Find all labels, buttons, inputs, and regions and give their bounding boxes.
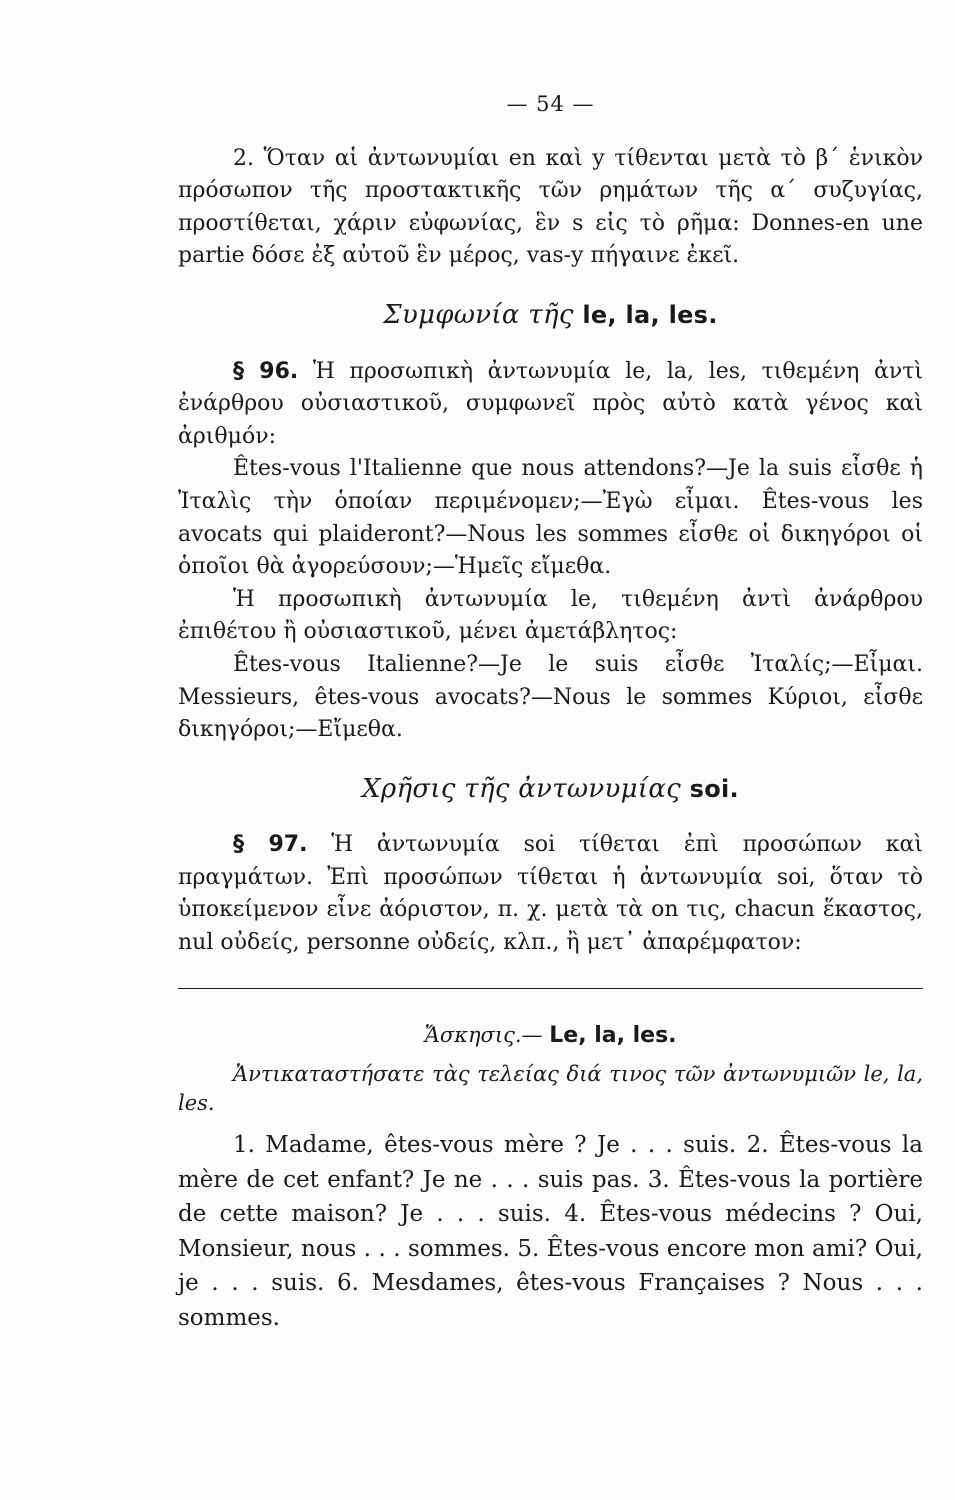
section-97: [178, 829, 923, 959]
section-heading-soi: [178, 773, 923, 806]
section-number: § 96.: [233, 358, 299, 384]
exercise-instruction: Ἀντικαταστήσατε τὰς τελείας διά τινος τῶν ἀντωνυμιῶν le, la, les.: [178, 1062, 923, 1116]
heading-latin: soi.: [689, 774, 739, 803]
exercise-title: Ἄσκησις.—: [424, 1022, 543, 1047]
page-number: — 54 —: [506, 92, 595, 116]
heading-text: Χρῆσις τῆς ἀντωνυμίας: [362, 773, 682, 804]
page: [178, 82, 923, 1482]
section-96-rule-2: Ἡ προσωπικὴ ἀντωνυμία le, τιθεμένη ἀντὶ ἀνάρθρου ἐπιθέτου ἢ οὐσιαστικοῦ, μένει ἀμετάβλητος:: [178, 586, 923, 645]
section-text: Ἡ ἀντωνυμία soi τίθεται ἐπὶ προσώπων καὶ πραγμάτων. Ἐπὶ προσώπων τίθεται ἡ ἀντωνυμία soi, ὅταν τὸ ὑποκείμενον εἶνε ἀόριστον, π. χ. μετὰ τὰ on τις, chacun ἕκαστος, nul οὐδείς, personne οὐδείς, κλπ., ἢ μετ᾽ ἀπαρέμφατον:: [178, 832, 923, 956]
exercise-heading: [178, 1019, 923, 1053]
divider: [178, 988, 923, 989]
section-96-intro: [178, 356, 923, 454]
section-96-example-1: Êtes-vous l'Italienne que nous attendons?—Je la suis εἶσθε ἡ Ἰταλὶς τὴν ὁποίαν περιμένομεν;—Ἐγὼ εἶμαι. Êtes-vous les avocats qui plaideront?—Nous les sommes εἶσθε οἱ δικηγόροι οἱ ὁποῖοι θὰ ἀγορεύσουν;—Ἡμεῖς εἴμεθα.: [178, 456, 923, 580]
section-heading-agreement: [178, 299, 923, 332]
section-number: § 97.: [233, 832, 308, 858]
heading-text: Συμφωνία τῆς: [383, 299, 574, 330]
exercise-latin: Le, la, les.: [549, 1022, 677, 1048]
heading-latin: le, la, les.: [582, 300, 718, 329]
paragraph-rule-2: 2. Ὅταν αἱ ἀντωνυμίαι en καὶ y τίθενται μετὰ τὸ β΄ ἑνικὸν πρόσωπον τῆς προστακτικῆς τῶν ρημάτων τῆς α΄ συζυγίας, προστίθεται, χάριν εὐφωνίας, ἓν s εἰς τὸ ρῆμα: Donnes-en une partie δόσε ἐξ αὐτοῦ ἓν μέρος, vas-y πήγαινε ἐκεῖ.: [178, 145, 923, 269]
exercise-body: 1. Madame, êtes-vous mère ? Je . . . suis. 2. Êtes-vous la mère de cet enfant? Je ne . . . suis pas. 3. Êtes-vous la portière de cette maison? Je . . . suis. 4. Êtes-vous médecins ? Oui, Monsieur, nous . . . sommes. 5. Êtes-vous encore mon ami? Oui, je . . . suis. 6. Mesdames, êtes-vous Françaises ? Nous . . . sommes.: [178, 1132, 923, 1331]
section-text: Ἡ προσωπικὴ ἀντωνυμία le, la, les, τιθεμένη ἀντὶ ἐνάρθρου οὐσιαστικοῦ, συμφωνεῖ πρὸς αὐτὸ κατὰ γένος καὶ ἀριθμόν:: [178, 358, 923, 449]
section-96-example-2: Êtes-vous Italienne?—Je le suis εἶσθε Ἰταλίς;—Εἶμαι. Messieurs, êtes-vous avocats?—Nous le sommes Κύριοι, εἶσθε δικηγόροι;—Εἴμεθα.: [178, 651, 923, 743]
